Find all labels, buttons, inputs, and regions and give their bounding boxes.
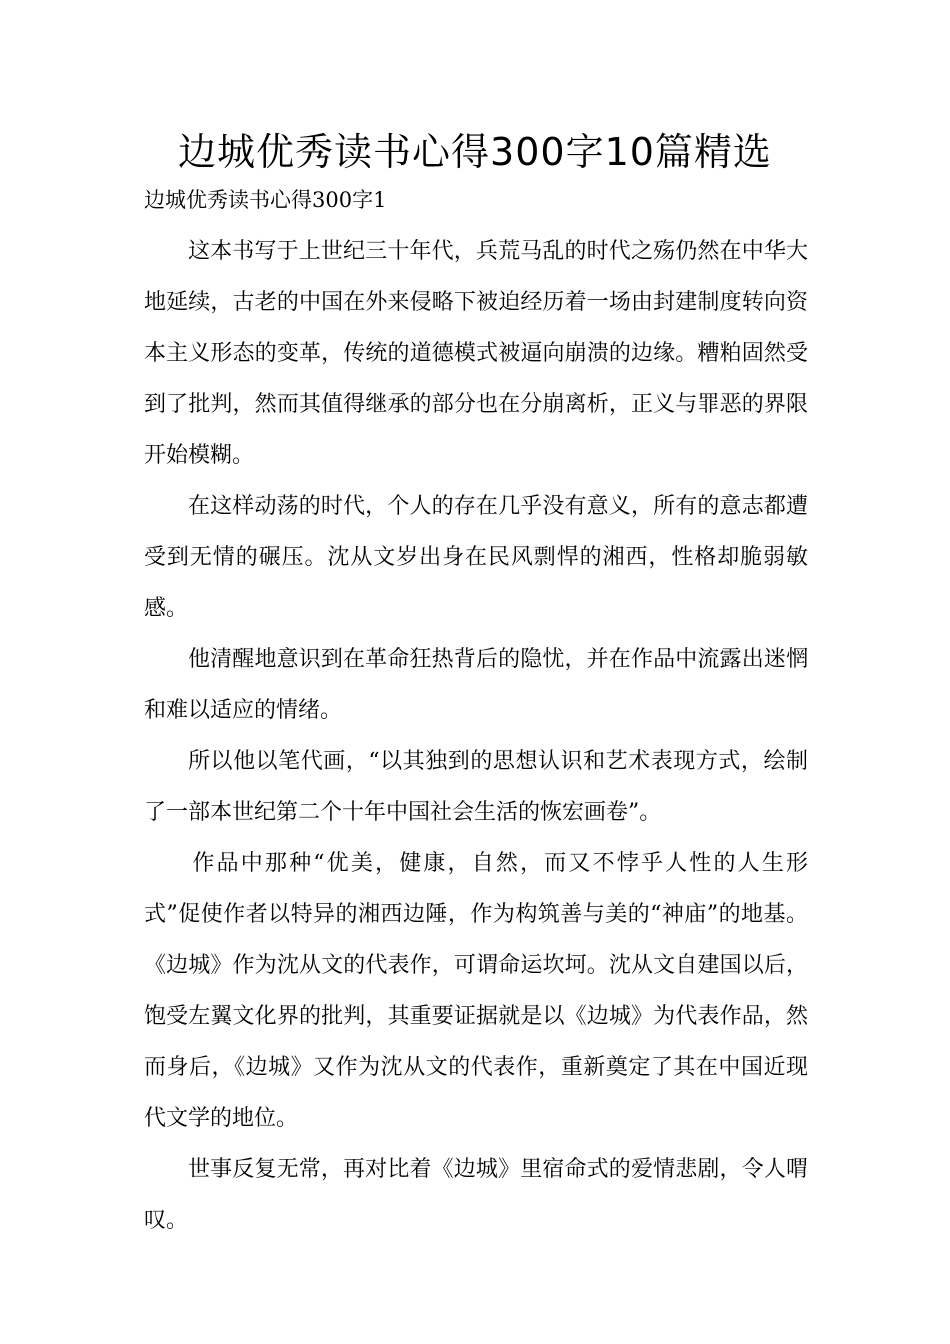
- section-heading: 边城优秀读书心得300字1: [144, 188, 387, 212]
- paragraph-1: 这本书写于上世纪三十年代，兵荒马乱的时代之殇仍然在中华大地延续，古老的中国在外来侵略下被迫经历着一场由封建制度转向资本主义形态的变革，传统的道德模式被逼向崩溃的边缘。糟粕固然受到了批判，然而其值得继承的部分也在分崩离析，正义与罪恶的界限开始模糊。: [144, 239, 808, 468]
- paragraph-2: 在这样动荡的时代，个人的存在几乎没有意义，所有的意志都遭受到无情的碾压。沈从文岁出身在民风剽悍的湘西，性格却脆弱敏感。: [144, 494, 808, 621]
- paragraph-3: 他清醒地意识到在革命狂热背后的隐忧，并在作品中流露出迷惘和难以适应的情绪。: [144, 647, 808, 723]
- paragraph-4: 所以他以笔代画，“以其独到的思想认识和艺术表现方式，绘制了一部本世纪第二个十年中国社会生活的恢宏画卷”。: [144, 749, 808, 825]
- document-title: 边城优秀读书心得300字10篇精选: [178, 130, 772, 174]
- paragraph-6: 世事反复无常，再对比着《边城》里宿命式的爱情悲剧，令人喟叹。: [144, 1157, 808, 1233]
- body-text: [144, 226, 808, 1246]
- paragraph-5: 作品中那种“优美，健康，自然，而又不悖乎人性的人生形式”促使作者以特异的湘西边陲，作为构筑善与美的“神庙”的地基。《边城》作为沈从文的代表作，可谓命运坎坷。沈从文自建国以后，饱受左翼文化界的批判，其重要证据就是以《边城》为代表作品，然而身后，《边城》又作为沈从文的代表作，重新奠定了其在中国近现代文学的地位。: [144, 851, 808, 1131]
